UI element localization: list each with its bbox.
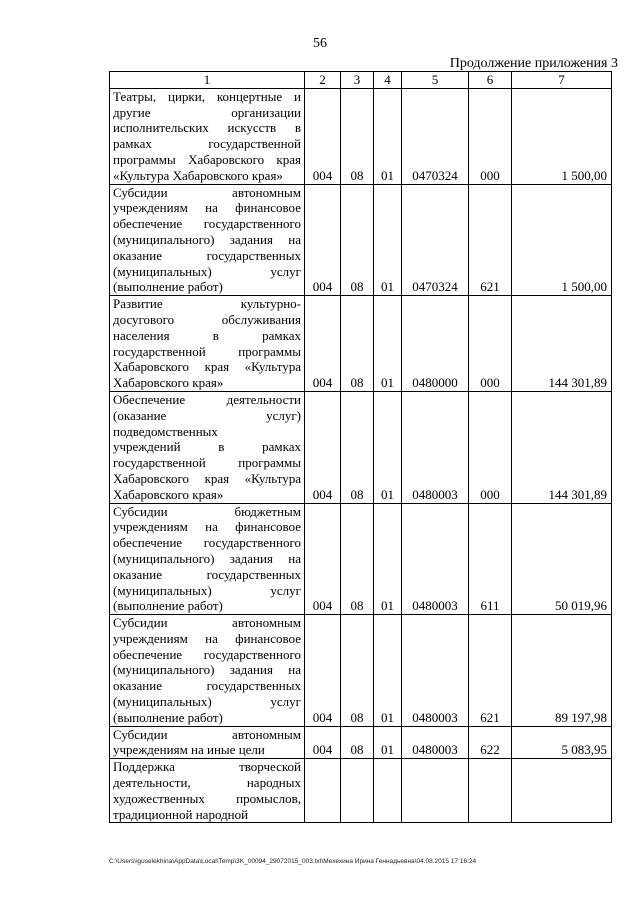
header-cell: 1: [110, 72, 305, 89]
header-cell: 5: [402, 72, 469, 89]
header-cell: 4: [374, 72, 402, 89]
description-line: Субсидии автономным: [113, 726, 301, 742]
description-line: учреждениям на финансовое: [113, 200, 301, 216]
description-line: (выполнение работ): [113, 709, 223, 725]
description-line: Театры, цирки, концертные и: [113, 88, 301, 104]
description-line: (выполнение работ): [113, 598, 223, 614]
subsection-code: [374, 759, 402, 823]
ministry-code: 004: [305, 726, 341, 759]
header-cell: 6: [469, 72, 512, 89]
ministry-code: 004: [305, 88, 341, 184]
description-line: досугового обслуживания: [113, 311, 301, 327]
target-article-code: 0480003: [402, 503, 469, 615]
description-line: исполнительских искусств в: [113, 120, 301, 136]
subsection-code: 01: [374, 88, 402, 184]
table-row: [110, 615, 612, 727]
subsection-code: 01: [374, 503, 402, 615]
amount-cell: 144 301,89: [512, 296, 612, 392]
description-line: другие организации: [113, 104, 301, 120]
description-line: программы Хабаровского края: [113, 151, 301, 167]
section-code: 08: [341, 391, 374, 503]
description-line: (муниципального) задания на: [113, 662, 301, 678]
description-line: художественных промыслов,: [113, 790, 301, 806]
description-line: Поддержка творческой: [113, 759, 301, 775]
description-line: государственной программы: [113, 343, 301, 359]
section-code: 08: [341, 296, 374, 392]
description-line: Обеспечение деятельности: [113, 391, 301, 407]
expense-type-code: 621: [469, 615, 512, 727]
row-description: [110, 391, 305, 503]
subsection-code: 01: [374, 391, 402, 503]
header-cell: 7: [512, 72, 612, 89]
table-row: [110, 184, 612, 296]
table-row: [110, 391, 612, 503]
description-line: «Культура Хабаровского края»: [113, 167, 283, 183]
row-description: [110, 184, 305, 296]
header-cell: 2: [305, 72, 341, 89]
target-article-code: [402, 759, 469, 823]
ministry-code: 004: [305, 391, 341, 503]
description-line: обеспечение государственного: [113, 216, 301, 232]
description-line: учреждениям на финансовое: [113, 630, 301, 646]
amount-cell: 1 500,00: [512, 184, 612, 296]
description-line: учреждениям на финансовое: [113, 519, 301, 535]
section-code: 08: [341, 503, 374, 615]
description-line: Хабаровского края «Культура: [113, 470, 301, 486]
expense-type-code: 611: [469, 503, 512, 615]
file-path-footer: C:\Users\iguselekhina\AppData\Local\Temp\3K_00094_29072015_003.txt\Мехехина Ирина Геннадьевна\04.08.2015 17:16:24: [109, 858, 477, 865]
ministry-code: 004: [305, 184, 341, 296]
continuation-caption: Продолжение приложения 3: [449, 56, 618, 71]
subsection-code: 01: [374, 296, 402, 392]
target-article-code: 0480003: [402, 615, 469, 727]
ministry-code: [305, 759, 341, 823]
description-line: Хабаровского края»: [113, 486, 224, 502]
description-line: Субсидии автономным: [113, 615, 301, 631]
description-line: Субсидии бюджетным: [113, 503, 301, 519]
description-line: оказание государственных: [113, 678, 301, 694]
description-line: подведомственных: [113, 423, 218, 439]
section-code: 08: [341, 726, 374, 759]
expense-type-code: 622: [469, 726, 512, 759]
amount-cell: 89 197,98: [512, 615, 612, 727]
amount-cell: 144 301,89: [512, 391, 612, 503]
table-header-row: [110, 72, 612, 89]
row-description: [110, 615, 305, 727]
description-line: Хабаровского края»: [113, 375, 224, 391]
description-line: обеспечение государственного: [113, 646, 301, 662]
target-article-code: 0480000: [402, 296, 469, 392]
description-line: учреждениям на иные цели: [113, 742, 265, 758]
description-line: Хабаровского края «Культура: [113, 359, 301, 375]
expense-type-code: 000: [469, 296, 512, 392]
description-line: оказание государственных: [113, 247, 301, 263]
row-description: [110, 503, 305, 615]
target-article-code: 0470324: [402, 88, 469, 184]
header-cell: 3: [341, 72, 374, 89]
ministry-code: 004: [305, 615, 341, 727]
description-line: (муниципального) задания на: [113, 550, 301, 566]
table-row: [110, 88, 612, 184]
target-article-code: 0480003: [402, 726, 469, 759]
ministry-code: 004: [305, 503, 341, 615]
table-row: [110, 726, 612, 759]
expense-type-code: 000: [469, 391, 512, 503]
section-code: [341, 759, 374, 823]
description-line: (муниципального) задания на: [113, 231, 301, 247]
description-line: (муниципальных) услуг: [113, 263, 301, 279]
description-line: (выполнение работ): [113, 279, 223, 295]
row-description: [110, 296, 305, 392]
row-description: [110, 726, 305, 759]
description-line: обеспечение государственного: [113, 535, 301, 551]
expense-type-code: [469, 759, 512, 823]
description-line: государственной программы: [113, 455, 301, 471]
table-row: [110, 503, 612, 615]
description-line: (муниципальных) услуг: [113, 582, 301, 598]
description-line: Субсидии автономным: [113, 184, 301, 200]
subsection-code: 01: [374, 184, 402, 296]
page-number: 56: [313, 36, 327, 51]
row-description: [110, 88, 305, 184]
description-line: деятельности, народных: [113, 775, 301, 791]
description-line: оказание государственных: [113, 566, 301, 582]
description-line: (муниципальных) услуг: [113, 694, 301, 710]
section-code: 08: [341, 88, 374, 184]
expense-type-code: 000: [469, 88, 512, 184]
section-code: 08: [341, 184, 374, 296]
subsection-code: 01: [374, 615, 402, 727]
ministry-code: 004: [305, 296, 341, 392]
target-article-code: 0470324: [402, 184, 469, 296]
amount-cell: 5 083,95: [512, 726, 612, 759]
subsection-code: 01: [374, 726, 402, 759]
description-line: традиционной народной: [113, 806, 249, 822]
table-row: [110, 759, 612, 823]
description-line: Развитие культурно-: [113, 296, 301, 312]
section-code: 08: [341, 615, 374, 727]
expense-type-code: 621: [469, 184, 512, 296]
row-description: [110, 759, 305, 823]
amount-cell: [512, 759, 612, 823]
description-line: (оказание услуг): [113, 407, 301, 423]
amount-cell: 1 500,00: [512, 88, 612, 184]
amount-cell: 50 019,96: [512, 503, 612, 615]
budget-table: [109, 71, 612, 823]
target-article-code: 0480003: [402, 391, 469, 503]
table-row: [110, 296, 612, 392]
description-line: учреждений в рамках: [113, 439, 301, 455]
description-line: населения в рамках: [113, 327, 301, 343]
description-line: рамках государственной: [113, 136, 301, 152]
